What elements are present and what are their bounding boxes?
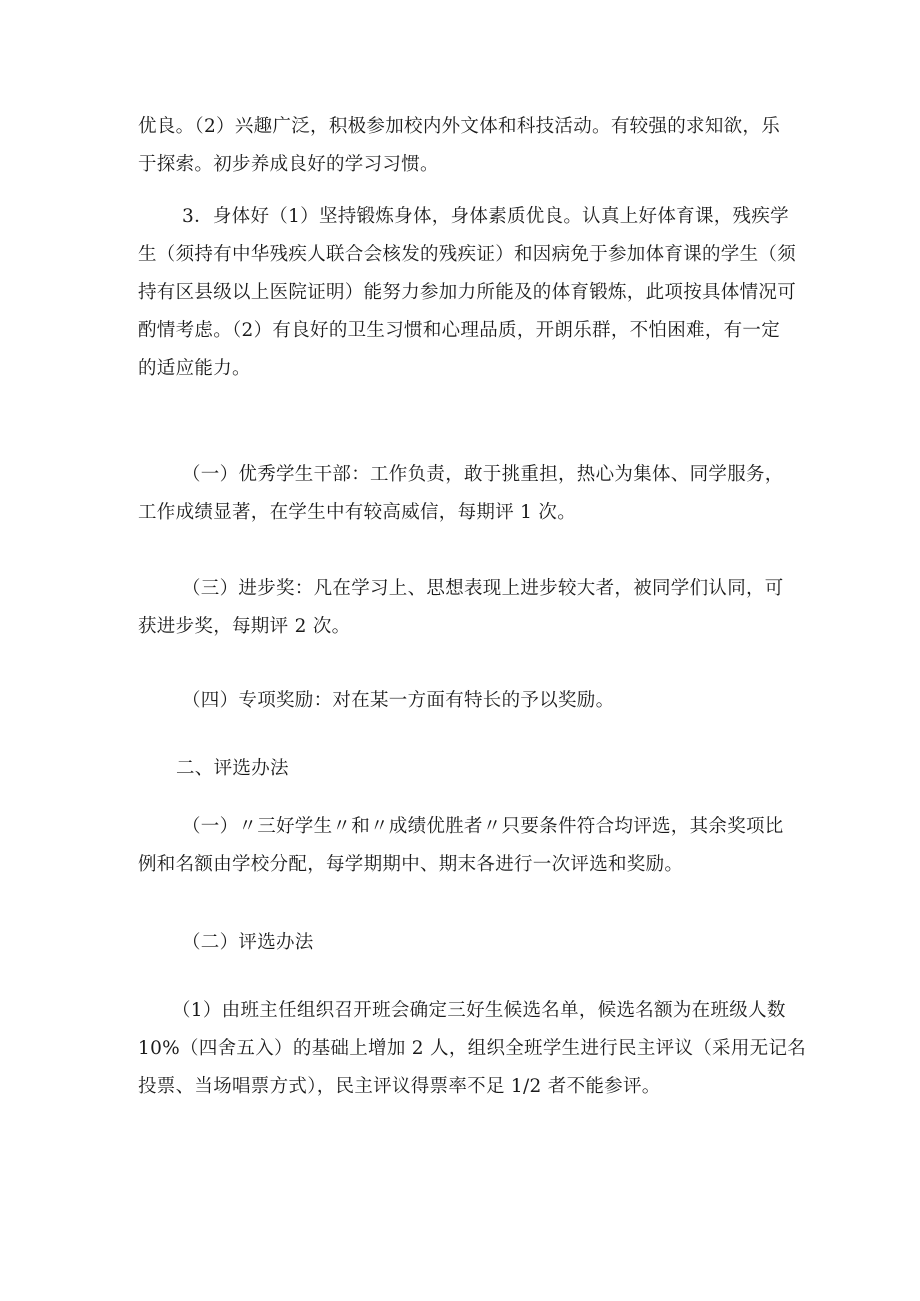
- subheading-selection-method: [138, 924, 798, 962]
- section-heading-selection-method: [138, 750, 798, 788]
- text-line: 持有区县级以上医院证明）能努力参加力所能及的体育锻炼，此项按具体情况可: [138, 282, 797, 303]
- text-line: 工作成绩显著，在学生中有较高威信，每期评 1 次。: [138, 502, 577, 523]
- paragraph-outstanding-cadre: [138, 456, 798, 532]
- text-line: （四）专项奖励：对在某一方面有特长的予以奖励。: [182, 690, 615, 711]
- text-line: 生（须持有中华残疾人联合会核发的残疾证）和因病免于参加体育课的学生（须: [138, 244, 797, 265]
- text-line: 例和名额由学校分配，每学期期中、期末各进行一次评选和奖励。: [138, 854, 684, 875]
- text-line: 获进步奖，每期评 2 次。: [138, 616, 351, 637]
- paragraph-class-meeting-vote: [138, 992, 807, 1106]
- text-line: （1）由班主任组织召开班会确定三好生候选名单，候选名额为在班级人数: [172, 1000, 786, 1021]
- paragraph-study-habits: [138, 108, 798, 184]
- text-line: 酌情考虑。（2）有良好的卫生习惯和心理品质，开朗乐群，不怕困难，有一定: [138, 320, 781, 341]
- paragraph-selection-quota: [138, 808, 798, 884]
- text-line: 3．身体好（1）坚持锻炼身体，身体素质优良。认真上好体育课，残疾学: [182, 206, 789, 227]
- text-line: 的适应能力。: [138, 358, 251, 379]
- text-line: （三）进步奖：凡在学习上、思想表现上进步较大者，被同学们认同，可: [182, 578, 784, 599]
- paragraph-physical-health: [138, 198, 798, 388]
- text-line: 优良。（2）兴趣广泛，积极参加校内外文体和科技活动。有较强的求知欲，乐: [138, 116, 781, 137]
- text-line: （一）〃三好学生〃和〃成绩优胜者〃只要条件符合均评选，其余奖项比: [182, 816, 784, 837]
- text-line: （一）优秀学生干部：工作负责，敢于挑重担，热心为集体、同学服务，: [182, 464, 784, 485]
- paragraph-progress-award: [138, 570, 798, 646]
- text-line: 二、评选办法: [176, 758, 289, 779]
- text-line: 投票、当场唱票方式），民主评议得票率不足 1/2 者不能参评。: [138, 1076, 661, 1097]
- text-line: 于探索。初步养成良好的学习习惯。: [138, 154, 439, 175]
- text-line: （二）评选办法: [182, 932, 314, 953]
- paragraph-special-award: [138, 682, 798, 720]
- text-line: 10%（四舍五入）的基础上增加 2 人，组织全班学生进行民主评议（采用无记名: [138, 1038, 807, 1059]
